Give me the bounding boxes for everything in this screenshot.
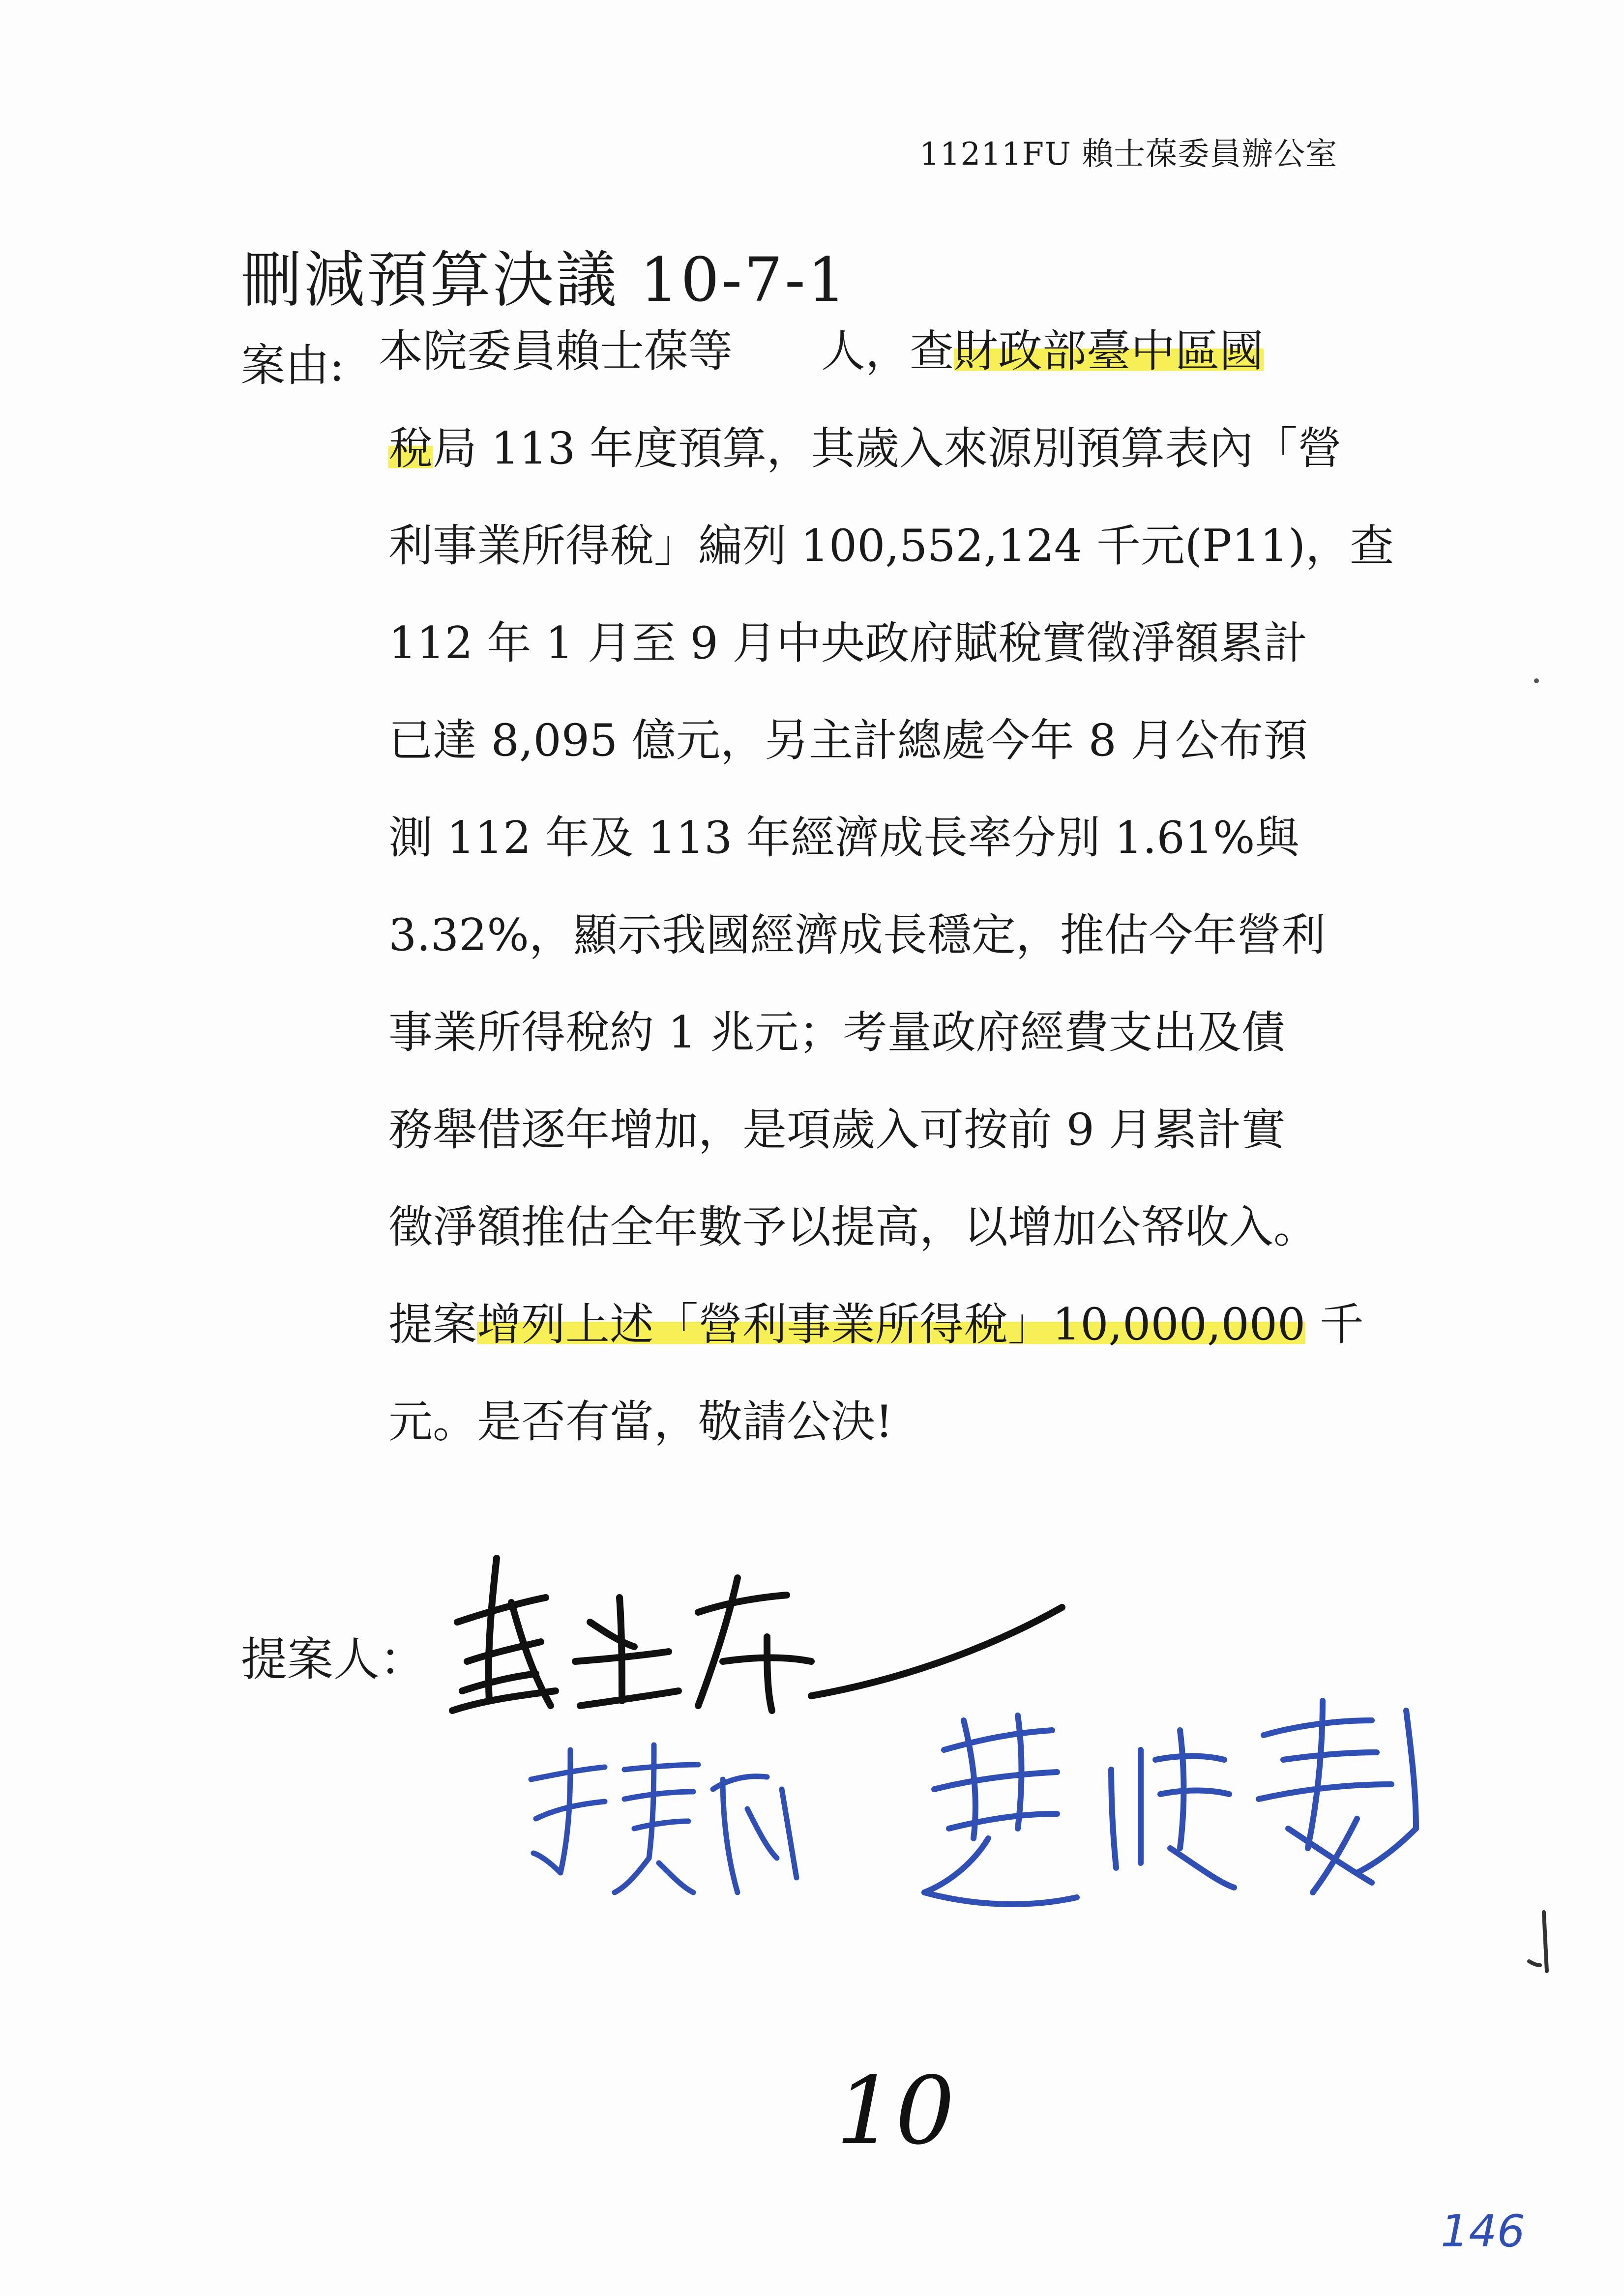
office-header: 11211FU 賴士葆委員辦公室 — [919, 136, 1338, 173]
case-line-11-text: 提案 — [388, 1299, 477, 1350]
signature-3 — [924, 1701, 1416, 1904]
case-line-12: 元。是否有當，敬請公決! — [388, 1396, 893, 1448]
case-line-10: 徵淨額推估全年數予以提高，以增加公帑收入。 — [388, 1201, 1318, 1253]
signature-2 — [531, 1745, 797, 1892]
document-title: 刪減預算決議 10-7-1 — [241, 245, 848, 316]
case-line-11-highlight: 增列上述「營利事業所得稅」10,000,000 — [477, 1299, 1306, 1350]
case-line-6: 測 112 年及 113 年經濟成長率分別 1.61%與 — [388, 812, 1299, 864]
handwritten-stamp-number: 146 — [1441, 2206, 1525, 2257]
case-line-3: 利事業所得稅」編列 100,552,124 千元(P11)，查 — [388, 520, 1394, 572]
case-line-8: 事業所得稅約 1 兆元；考量政府經費支出及債 — [388, 1007, 1286, 1058]
signature-1 — [452, 1558, 1062, 1711]
case-line-7: 3.32%，顯示我國經濟成長穩定，推估今年營利 — [388, 909, 1326, 961]
proposer-label: 提案人： — [241, 1633, 426, 1686]
case-line-1-text: 本院委員賴士葆等 人，查 — [379, 325, 954, 377]
case-line-4: 112 年 1 月至 9 月中央政府賦稅實徵淨額累計 — [388, 617, 1308, 669]
case-line-2-text: 局 113 年度預算，其歲入來源別預算表內「營 — [433, 423, 1342, 474]
case-label: 案由: — [241, 340, 345, 391]
case-line-5: 已達 8,095 億元，另主計總處今年 8 月公布預 — [388, 715, 1308, 766]
margin-mark — [1529, 1912, 1547, 1971]
case-line-1-highlight: 財政部臺中區國 — [954, 325, 1264, 377]
case-line-9: 務舉借逐年增加，是項歲入可按前 9 月累計實 — [388, 1104, 1286, 1156]
case-line-2-highlight: 稅 — [388, 423, 433, 474]
case-line-11-tail: 千 — [1305, 1299, 1364, 1350]
handwritten-page-number: 10 — [836, 2057, 955, 2165]
